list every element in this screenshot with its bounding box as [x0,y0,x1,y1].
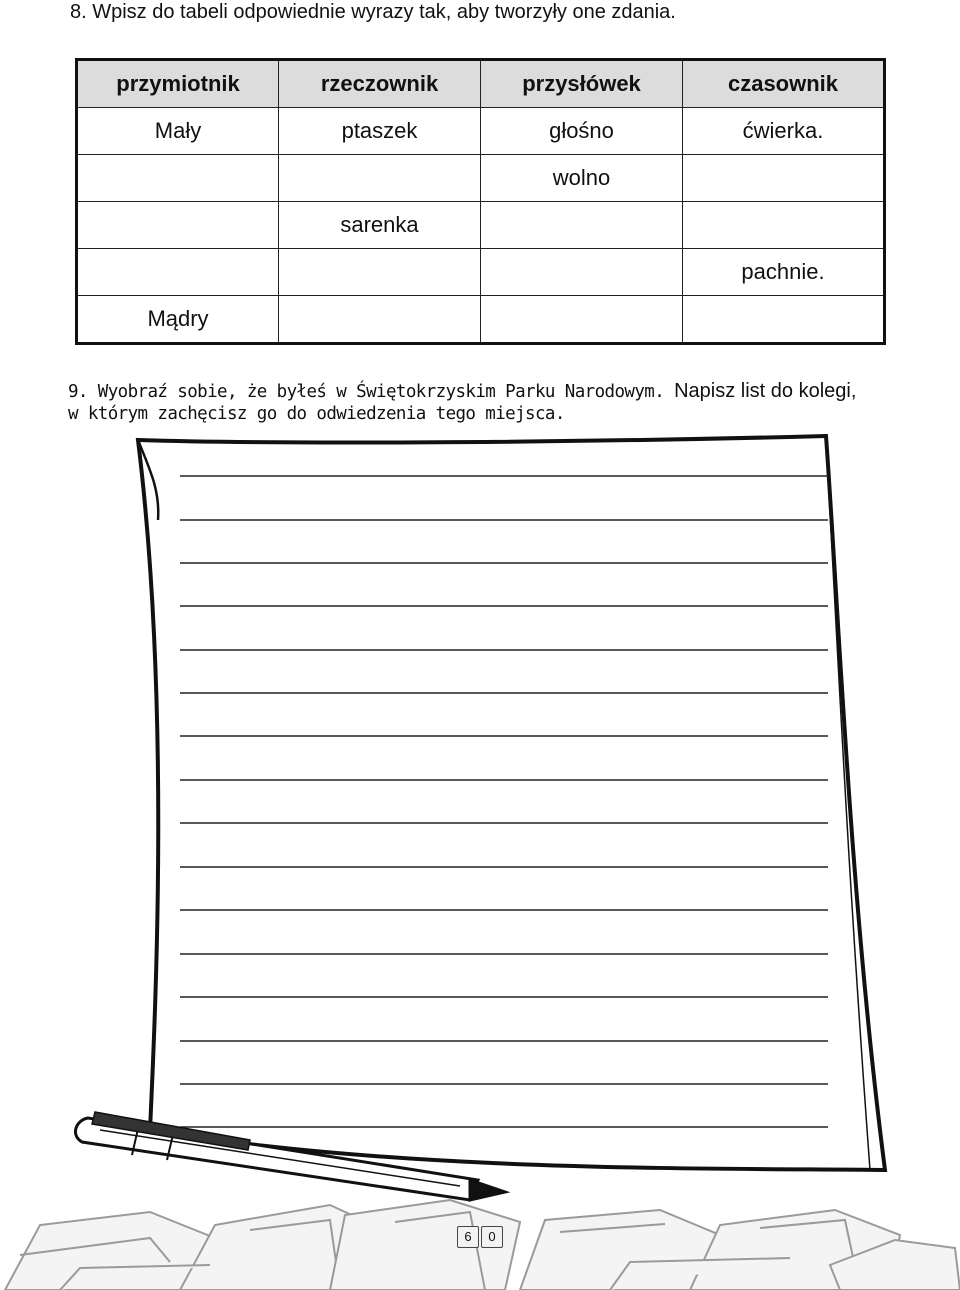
page-number [457,1226,503,1248]
table-cell: głośno [481,108,683,155]
header-verb: czasownik [683,60,885,108]
task-9-part-3: w którym zachęcisz go do odwiedzenia tego miejsca. [68,404,565,424]
header-adverb: przysłówek [481,60,683,108]
page-number-digit: 0 [481,1226,503,1248]
paper-sheet [138,436,885,1170]
task-9-part-1: 9. Wyobraź sobie, że byłeś w Świętokrzyskim Parku Narodowym. [68,382,665,402]
table-cell: wolno [481,155,683,202]
table-cell: sarenka [279,202,481,249]
header-adjective: przymiotnik [77,60,279,108]
table-cell: Mądry [77,296,279,344]
table-cell: pachnie. [683,249,885,296]
table-cell: ćwierka. [683,108,885,155]
table-cell: Mały [77,108,279,155]
page-number-digit: 6 [457,1226,479,1248]
table-cell: ptaszek [279,108,481,155]
task-8-instruction: 8. Wpisz do tabeli odpowiednie wyrazy tak, aby tworzyły one zdania. [70,1,676,23]
header-noun: rzeczownik [279,60,481,108]
task-9-part-2: Napisz list do kolegi, [674,380,857,402]
